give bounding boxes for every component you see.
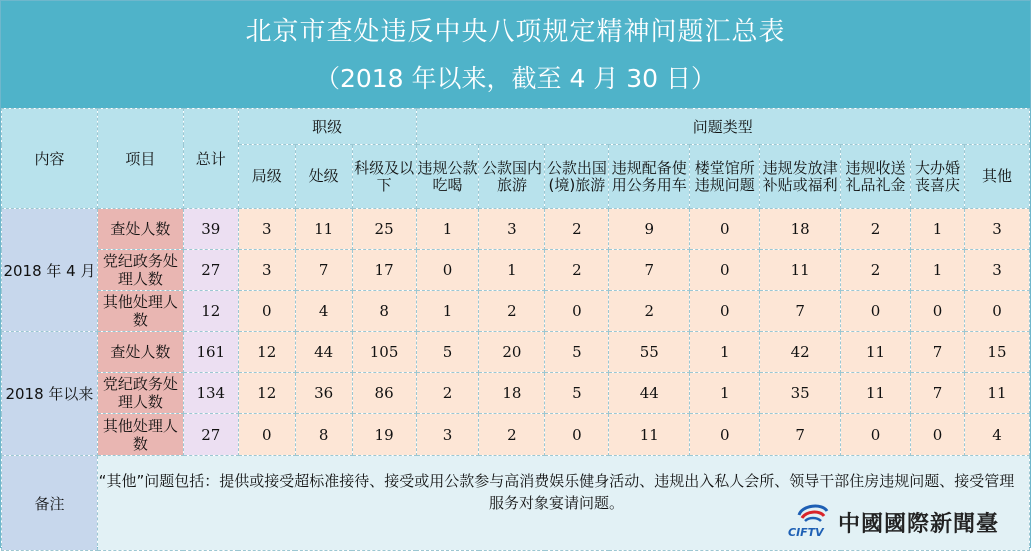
total-cell: 12 — [183, 291, 238, 332]
level-cell: 8 — [295, 414, 352, 456]
type-cell: 11 — [841, 332, 911, 373]
header-type-group: 问题类型 — [416, 109, 1029, 145]
table-row — [2, 373, 1030, 414]
type-cell: 7 — [609, 250, 690, 291]
type-cell: 0 — [690, 250, 760, 291]
type-cell: 2 — [416, 373, 479, 414]
type-cell: 7 — [911, 373, 965, 414]
type-cell: 3 — [964, 250, 1029, 291]
type-cell: 4 — [964, 414, 1029, 456]
level-cell: 11 — [295, 209, 352, 250]
period-label: 2018 年以来 — [2, 332, 98, 456]
type-cell: 0 — [545, 414, 609, 456]
level-cell: 3 — [238, 209, 295, 250]
note-label: 备注 — [2, 456, 98, 551]
page-subtitle: （2018 年以来，截至 4 月 30 日） — [314, 64, 717, 93]
header-type-8: 其他 — [964, 145, 1029, 209]
type-cell: 1 — [690, 332, 760, 373]
header-content: 内容 — [2, 109, 98, 209]
type-cell: 0 — [690, 414, 760, 456]
type-cell: 0 — [841, 414, 911, 456]
header-total: 总计 — [183, 109, 238, 209]
total-cell: 27 — [183, 414, 238, 456]
type-cell: 5 — [416, 332, 479, 373]
data-table — [1, 108, 1030, 551]
total-cell: 134 — [183, 373, 238, 414]
type-cell: 44 — [609, 373, 690, 414]
header-type-5: 违规发放津补贴或福利 — [760, 145, 841, 209]
title-banner — [1, 1, 1030, 108]
type-cell: 0 — [841, 291, 911, 332]
header-type-7: 大办婚丧喜庆 — [911, 145, 965, 209]
header-row-1 — [2, 109, 1030, 145]
type-cell: 1 — [911, 250, 965, 291]
item-label: 其他处理人数 — [97, 414, 183, 456]
type-cell: 0 — [911, 414, 965, 456]
table-row — [2, 332, 1030, 373]
table-row — [2, 209, 1030, 250]
total-cell: 161 — [183, 332, 238, 373]
type-cell: 55 — [609, 332, 690, 373]
type-cell: 0 — [690, 209, 760, 250]
type-cell: 7 — [760, 414, 841, 456]
level-cell: 12 — [238, 373, 295, 414]
level-cell: 0 — [238, 291, 295, 332]
header-type-6: 违规收送礼品礼金 — [841, 145, 911, 209]
item-label: 党纪政务处理人数 — [97, 373, 183, 414]
type-cell: 5 — [545, 373, 609, 414]
level-cell: 86 — [352, 373, 416, 414]
type-cell: 42 — [760, 332, 841, 373]
level-cell: 19 — [352, 414, 416, 456]
header-type-2: 公款出国(境)旅游 — [545, 145, 609, 209]
type-cell: 2 — [841, 209, 911, 250]
type-cell: 0 — [911, 291, 965, 332]
page-title: 北京市查处违反中央八项规定精神问题汇总表 — [245, 17, 786, 47]
level-cell: 17 — [352, 250, 416, 291]
item-label: 查处人数 — [97, 209, 183, 250]
header-type-0: 违规公款吃喝 — [416, 145, 479, 209]
type-cell: 2 — [479, 414, 545, 456]
level-cell: 0 — [238, 414, 295, 456]
type-cell: 2 — [609, 291, 690, 332]
item-label: 查处人数 — [97, 332, 183, 373]
logo-abbr: CIFTV — [788, 526, 824, 539]
type-cell: 18 — [760, 209, 841, 250]
type-cell: 15 — [964, 332, 1029, 373]
type-cell: 3 — [964, 209, 1029, 250]
header-level-group: 职级 — [238, 109, 416, 145]
header-type-3: 违规配备使用公务用车 — [609, 145, 690, 209]
item-label: 其他处理人数 — [97, 291, 183, 332]
type-cell: 2 — [479, 291, 545, 332]
header-item: 项目 — [97, 109, 183, 209]
type-cell: 3 — [479, 209, 545, 250]
type-cell: 11 — [841, 373, 911, 414]
type-cell: 0 — [416, 250, 479, 291]
header-level-1: 处级 — [295, 145, 352, 209]
level-cell: 7 — [295, 250, 352, 291]
total-cell: 27 — [183, 250, 238, 291]
level-cell: 8 — [352, 291, 416, 332]
type-cell: 3 — [416, 414, 479, 456]
type-cell: 2 — [545, 209, 609, 250]
header-level-0: 局级 — [238, 145, 295, 209]
type-cell: 11 — [760, 250, 841, 291]
type-cell: 0 — [964, 291, 1029, 332]
header-type-1: 公款国内旅游 — [479, 145, 545, 209]
note-text: “其他”问题包括：提供或接受超标准接待、接受或用公款参与高消费娱乐健身活动、违规出入私人会所、领导干部住房违规问题、接受管理服务对象宴请问题。 — [97, 456, 1029, 551]
type-cell: 1 — [911, 209, 965, 250]
level-cell: 4 — [295, 291, 352, 332]
type-cell: 35 — [760, 373, 841, 414]
type-cell: 1 — [416, 209, 479, 250]
item-label: 党纪政务处理人数 — [97, 250, 183, 291]
period-label: 2018 年 4 月 — [2, 209, 98, 332]
ciftv-swirl-icon — [796, 503, 830, 525]
type-cell: 7 — [911, 332, 965, 373]
level-cell: 3 — [238, 250, 295, 291]
type-cell: 18 — [479, 373, 545, 414]
table-row — [2, 250, 1030, 291]
type-cell: 5 — [545, 332, 609, 373]
type-cell: 1 — [479, 250, 545, 291]
type-cell: 2 — [545, 250, 609, 291]
type-cell: 2 — [841, 250, 911, 291]
header-type-4: 楼堂馆所违规问题 — [690, 145, 760, 209]
level-cell: 105 — [352, 332, 416, 373]
level-cell: 36 — [295, 373, 352, 414]
type-cell: 11 — [609, 414, 690, 456]
type-cell: 0 — [545, 291, 609, 332]
total-cell: 39 — [183, 209, 238, 250]
table-row — [2, 414, 1030, 456]
table-row — [2, 291, 1030, 332]
ciftv-logo — [784, 501, 1024, 543]
type-cell: 0 — [690, 291, 760, 332]
logo-name: 中國國際新聞臺 — [838, 512, 1000, 537]
type-cell: 11 — [964, 373, 1029, 414]
header-level-2: 科级及以下 — [352, 145, 416, 209]
level-cell: 25 — [352, 209, 416, 250]
level-cell: 12 — [238, 332, 295, 373]
type-cell: 9 — [609, 209, 690, 250]
type-cell: 1 — [416, 291, 479, 332]
type-cell: 1 — [690, 373, 760, 414]
type-cell: 7 — [760, 291, 841, 332]
type-cell: 20 — [479, 332, 545, 373]
level-cell: 44 — [295, 332, 352, 373]
